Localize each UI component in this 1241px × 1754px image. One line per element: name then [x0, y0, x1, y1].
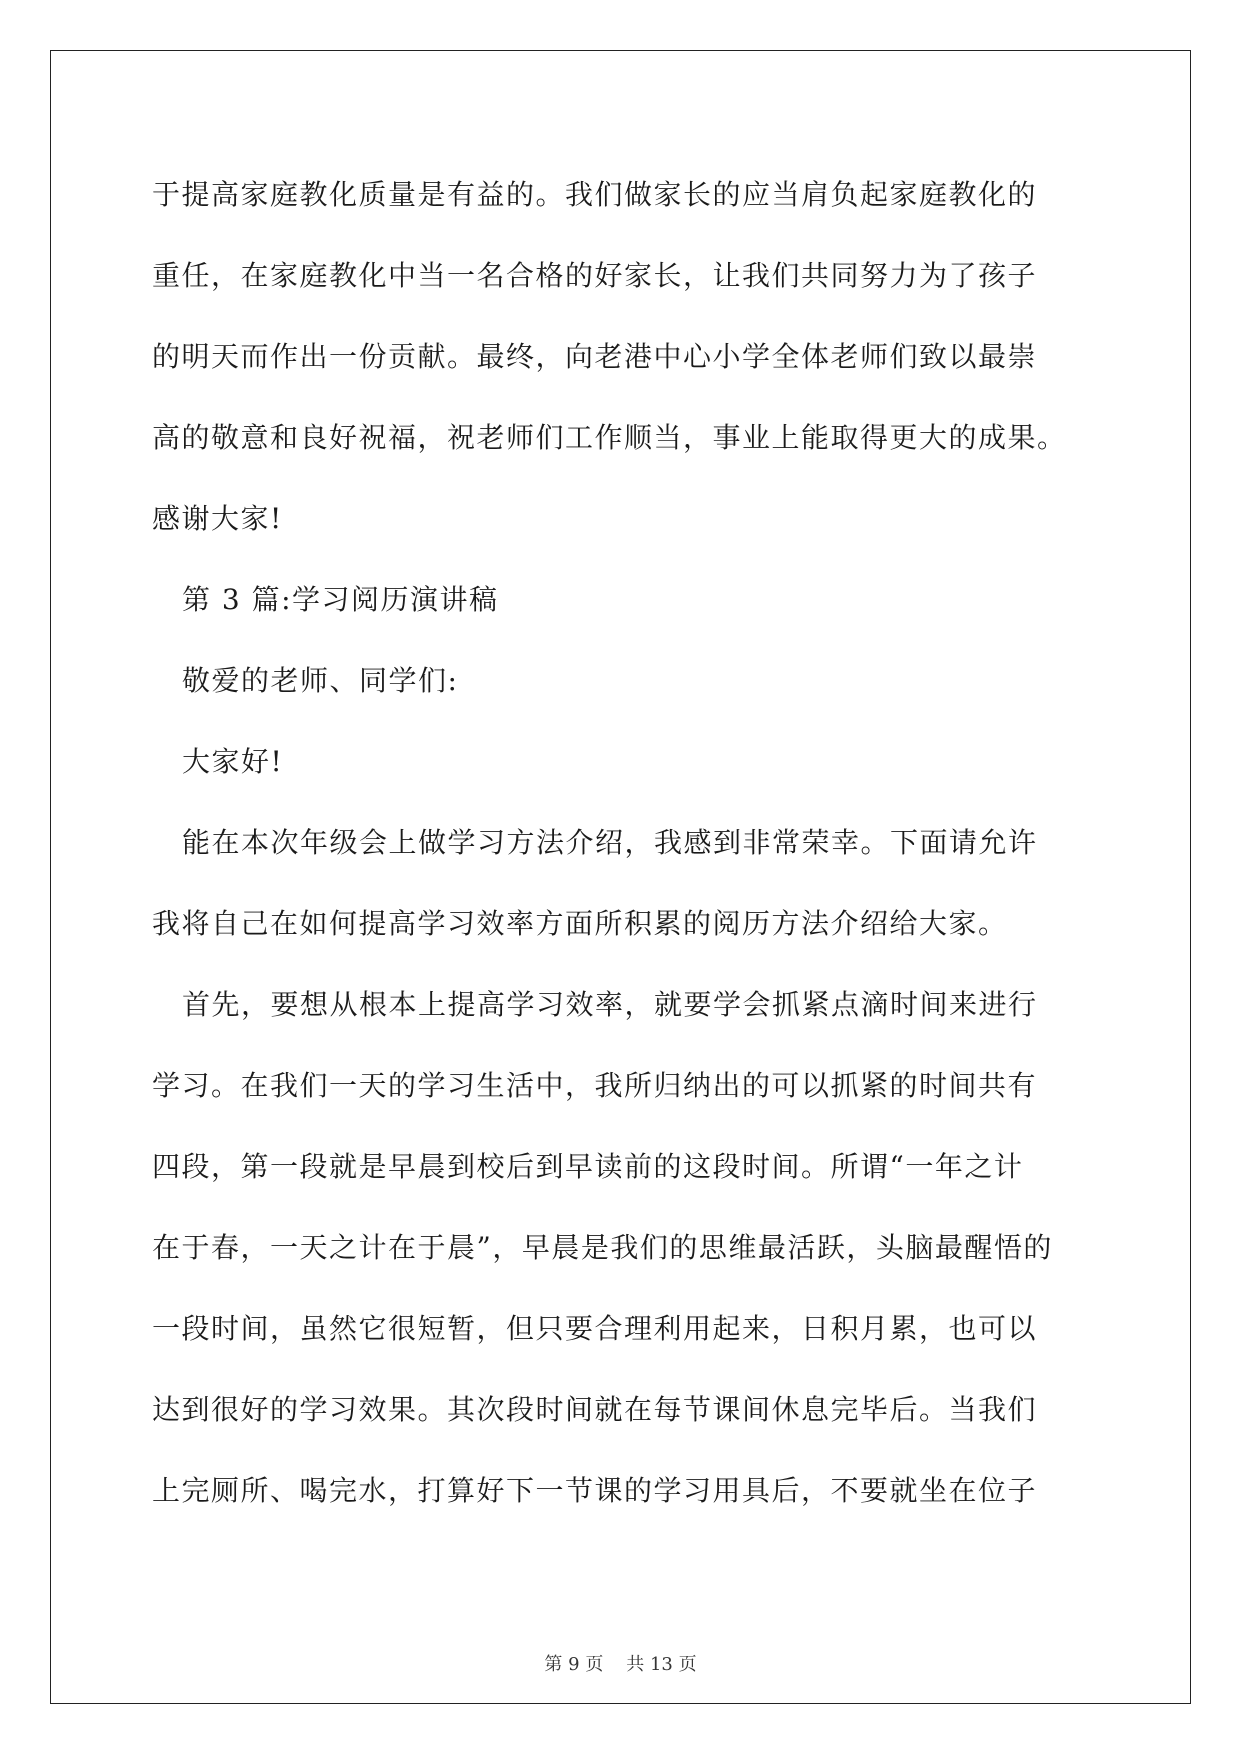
paragraph-line: 一段时间，虽然它很短暂，但只要合理利用起来，日积月累，也可以 [152, 1312, 1038, 1345]
page-footer [0, 1650, 1241, 1676]
paragraph-line: 重任，在家庭教化中当一名合格的好家长，让我们共同努力为了孩子 [152, 259, 1038, 292]
paragraph-line: 四段，第一段就是早晨到校后到早读前的这段时间。所谓“一年之计 [152, 1150, 1024, 1183]
greeting: 大家好! [182, 745, 284, 778]
paragraph-line: 高的敬意和良好祝福，祝老师们工作顺当，事业上能取得更大的成果。 [152, 421, 1067, 454]
page-total: 共 13 页 [626, 1654, 697, 1675]
paragraph-line: 达到很好的学习效果。其次段时间就在每节课间休息完毕后。当我们 [152, 1393, 1038, 1426]
paragraph-line: 感谢大家! [152, 502, 283, 535]
page-number: 第 9 页 [544, 1654, 604, 1675]
paragraph-line: 在于春，一天之计在于晨”，早晨是我们的思维最活跃，头脑最醒悟的 [152, 1231, 1053, 1264]
paragraph-line: 能在本次年级会上做学习方法介绍，我感到非常荣幸。下面请允许 [182, 826, 1038, 859]
document-body [152, 154, 1092, 1531]
section-heading: 第 3 篇:学习阅历演讲稿 [182, 583, 499, 616]
paragraph-line: 上完厕所、喝完水，打算好下一节课的学习用具后，不要就坐在位子 [152, 1474, 1038, 1507]
paragraph-line: 的明天而作出一份贡献。最终，向老港中心小学全体老师们致以最崇 [152, 340, 1038, 373]
paragraph-line: 我将自己在如何提高学习效率方面所积累的阅历方法介绍给大家。 [152, 907, 1008, 940]
paragraph-line: 首先，要想从根本上提高学习效率，就要学会抓紧点滴时间来进行 [182, 988, 1038, 1021]
paragraph-line: 学习。在我们一天的学习生活中，我所归纳出的可以抓紧的时间共有 [152, 1069, 1038, 1102]
paragraph-line: 于提高家庭教化质量是有益的。我们做家长的应当肩负起家庭教化的 [152, 178, 1038, 211]
salutation: 敬爱的老师、同学们: [182, 664, 459, 697]
